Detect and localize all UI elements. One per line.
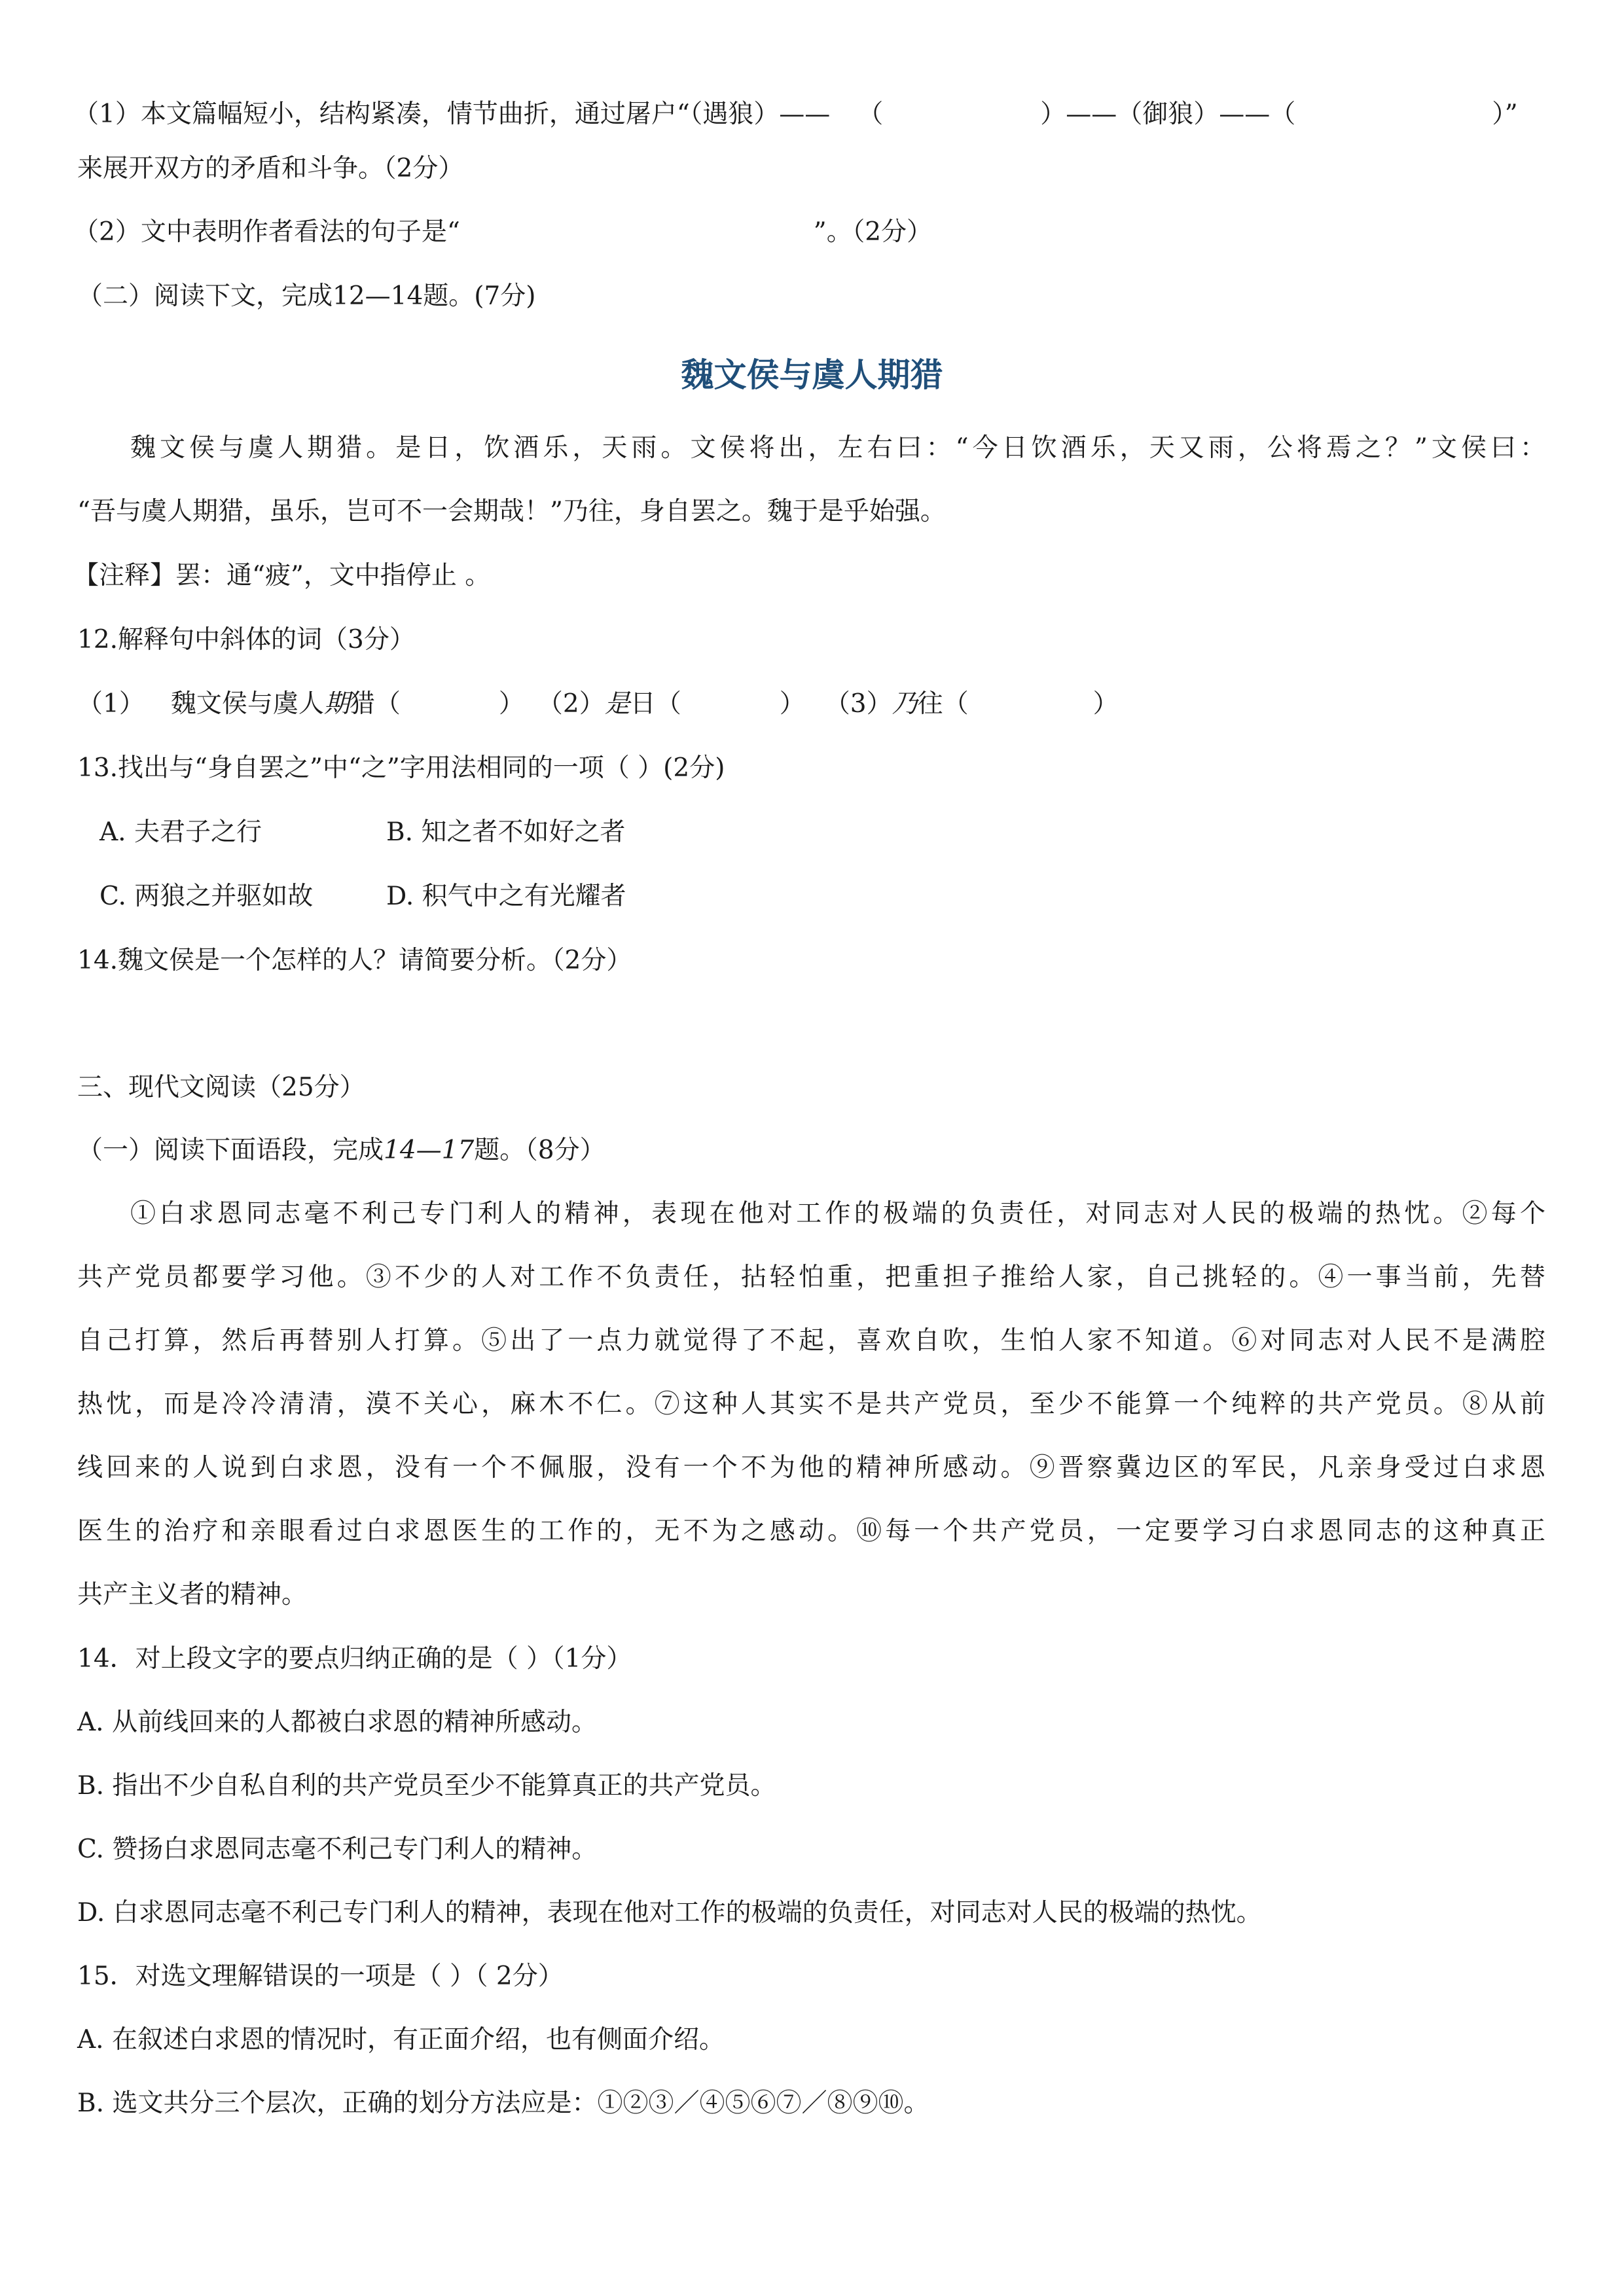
q1-part1-line2: 来展开双方的矛盾和斗争。（2分） — [77, 154, 464, 183]
q1-part1-text: （1）本文篇幅短小，结构紧凑，情节曲折，通过屠户“（遇狼）—— — [73, 99, 831, 129]
q14b-option-c: C. 赞扬白求恩同志毫不利己专门利人的精神。 — [77, 1835, 598, 1864]
q12-item1-suffix: 猎（ — [349, 689, 401, 719]
q13-option-d: D. 积气中之有光耀者 — [386, 882, 626, 911]
q12-item3-suffix: 往（ — [917, 689, 969, 719]
q1-part1-middle: ）——（御狼）——（ — [1040, 99, 1296, 129]
q13-option-b: B. 知之者不如好之者 — [386, 817, 626, 847]
q12-item1-word: 期 — [323, 689, 350, 719]
q12-item3-number: （3） — [824, 689, 892, 719]
q14b-stem: 14．对上段文字的要点归纳正确的是（ ）（1分） — [77, 1644, 632, 1674]
q15-stem: 15．对选文理解错误的一项是（ ）（ 2分） — [77, 1962, 564, 1991]
q12-item2-suffix: 日（ — [630, 689, 681, 719]
q12-stem: 12.解释句中斜体的词（3分） — [77, 625, 415, 655]
q15-option-a: A. 在叙述白求恩的情况时，有正面介绍，也有侧面介绍。 — [77, 2025, 725, 2054]
q13-option-a: A. 夫君子之行 — [99, 817, 262, 847]
q12-item3-word: 乃 — [892, 689, 918, 719]
section-3-heading: 三、现代文阅读（25分） — [77, 1073, 365, 1102]
sub-heading-score: 题。（8分） — [474, 1136, 605, 1165]
modern-line-3: 自己打算，然后再替别人打算。⑤出了一点力就觉得了不起，喜欢自吹，生怕人家不知道。⑥对同志对人民不是满腔 — [77, 1326, 1545, 1355]
modern-line-4: 热忱，而是冷冷清清，漠不关心，麻木不仁。⑦这种人其实不是共产党员，至少不能算一个纯粹的共产党员。⑧从前 — [77, 1390, 1545, 1419]
q12-item2-number: （2） — [537, 689, 605, 719]
q14b-option-a: A. 从前线回来的人都被白求恩的精神所感动。 — [77, 1708, 597, 1737]
q1-part2-text: （2）文中表明作者看法的句子是“ — [73, 217, 460, 247]
q12-item1-close: ） — [498, 689, 524, 719]
passage-line-2: “吾与虞人期猎，虽乐，岂可不一会期哉！”乃往，身自罢之。魏于是乎始强。 — [77, 497, 946, 526]
modern-line-1: ①白求恩同志毫不利己专门利人的精神，表现在他对工作的极端的负责任，对同志对人民的极端的热忱。②每个 — [130, 1199, 1545, 1229]
section-2-heading: （二）阅读下文，完成12—14题。(7分) — [77, 281, 536, 311]
modern-line-5: 线回来的人说到白求恩，没有一个不佩服，没有一个不为他的精神所感动。⑨晋察冀边区的军民，凡亲身受过白求恩 — [77, 1453, 1545, 1482]
modern-line-6: 医生的治疗和亲眼看过白求恩医生的工作的，无不为之感动。⑩每一个共产党员，一定要学习白求恩同志的这种真正 — [77, 1516, 1545, 1546]
q14b-option-d: D. 白求恩同志毫不利己专门利人的精神，表现在他对工作的极端的负责任，对同志对人民的极端的热忱。 — [77, 1898, 1262, 1928]
q1-part1-close: ）” — [1492, 99, 1518, 129]
q12-item2-word: 是 — [604, 689, 630, 719]
q12-item2-close: ） — [779, 689, 805, 719]
q12-item3-close: ） — [1092, 689, 1119, 719]
q14-stem: 14.魏文侯是一个怎样的人？请简要分析。（2分） — [77, 946, 632, 975]
passage-line-1: 魏文侯与虞人期猎。是日，饮酒乐，天雨。文侯将出，左右曰：“今日饮酒乐，天又雨，公将焉之？”文侯曰： — [130, 433, 1545, 463]
q1-part1-line1 — [73, 95, 1518, 134]
sub-heading-range: 14—17 — [384, 1136, 475, 1165]
q12-items — [77, 685, 1119, 724]
modern-line-2: 共产党员都要学习他。③不少的人对工作不负责任，拈轻怕重，把重担子推给人家，自己挑轻的。④一事当前，先替 — [77, 1263, 1545, 1292]
sub-heading-text: （一）阅读下面语段，完成 — [77, 1136, 384, 1165]
q1-part2-close: ”。（2分） — [813, 217, 933, 247]
q1-part2-line — [73, 213, 932, 252]
q14b-option-b: B. 指出不少自私自利的共产党员至少不能算真正的共产党员。 — [77, 1771, 776, 1801]
passage-title: 魏文侯与虞人期猎 — [681, 356, 943, 394]
q12-item1-number: （1） — [77, 689, 145, 719]
modern-line-7: 共产主义者的精神。 — [77, 1580, 308, 1609]
q15-option-b: B. 选文共分三个层次，正确的划分方法应是：①②③／④⑤⑥⑦／⑧⑨⑩。 — [77, 2089, 929, 2118]
section-3-subheading — [77, 1131, 605, 1170]
paren-open: （ — [857, 99, 884, 129]
q12-item1-text: 魏文侯与虞人 — [170, 689, 324, 719]
q13-stem: 13.找出与“身自罢之”中“之”字用法相同的一项（ ）(2分) — [77, 753, 725, 783]
q13-option-c: C. 两狼之并驱如故 — [99, 882, 314, 911]
passage-note: 【注释】罢：通“疲”，文中指停止 。 — [73, 561, 491, 590]
